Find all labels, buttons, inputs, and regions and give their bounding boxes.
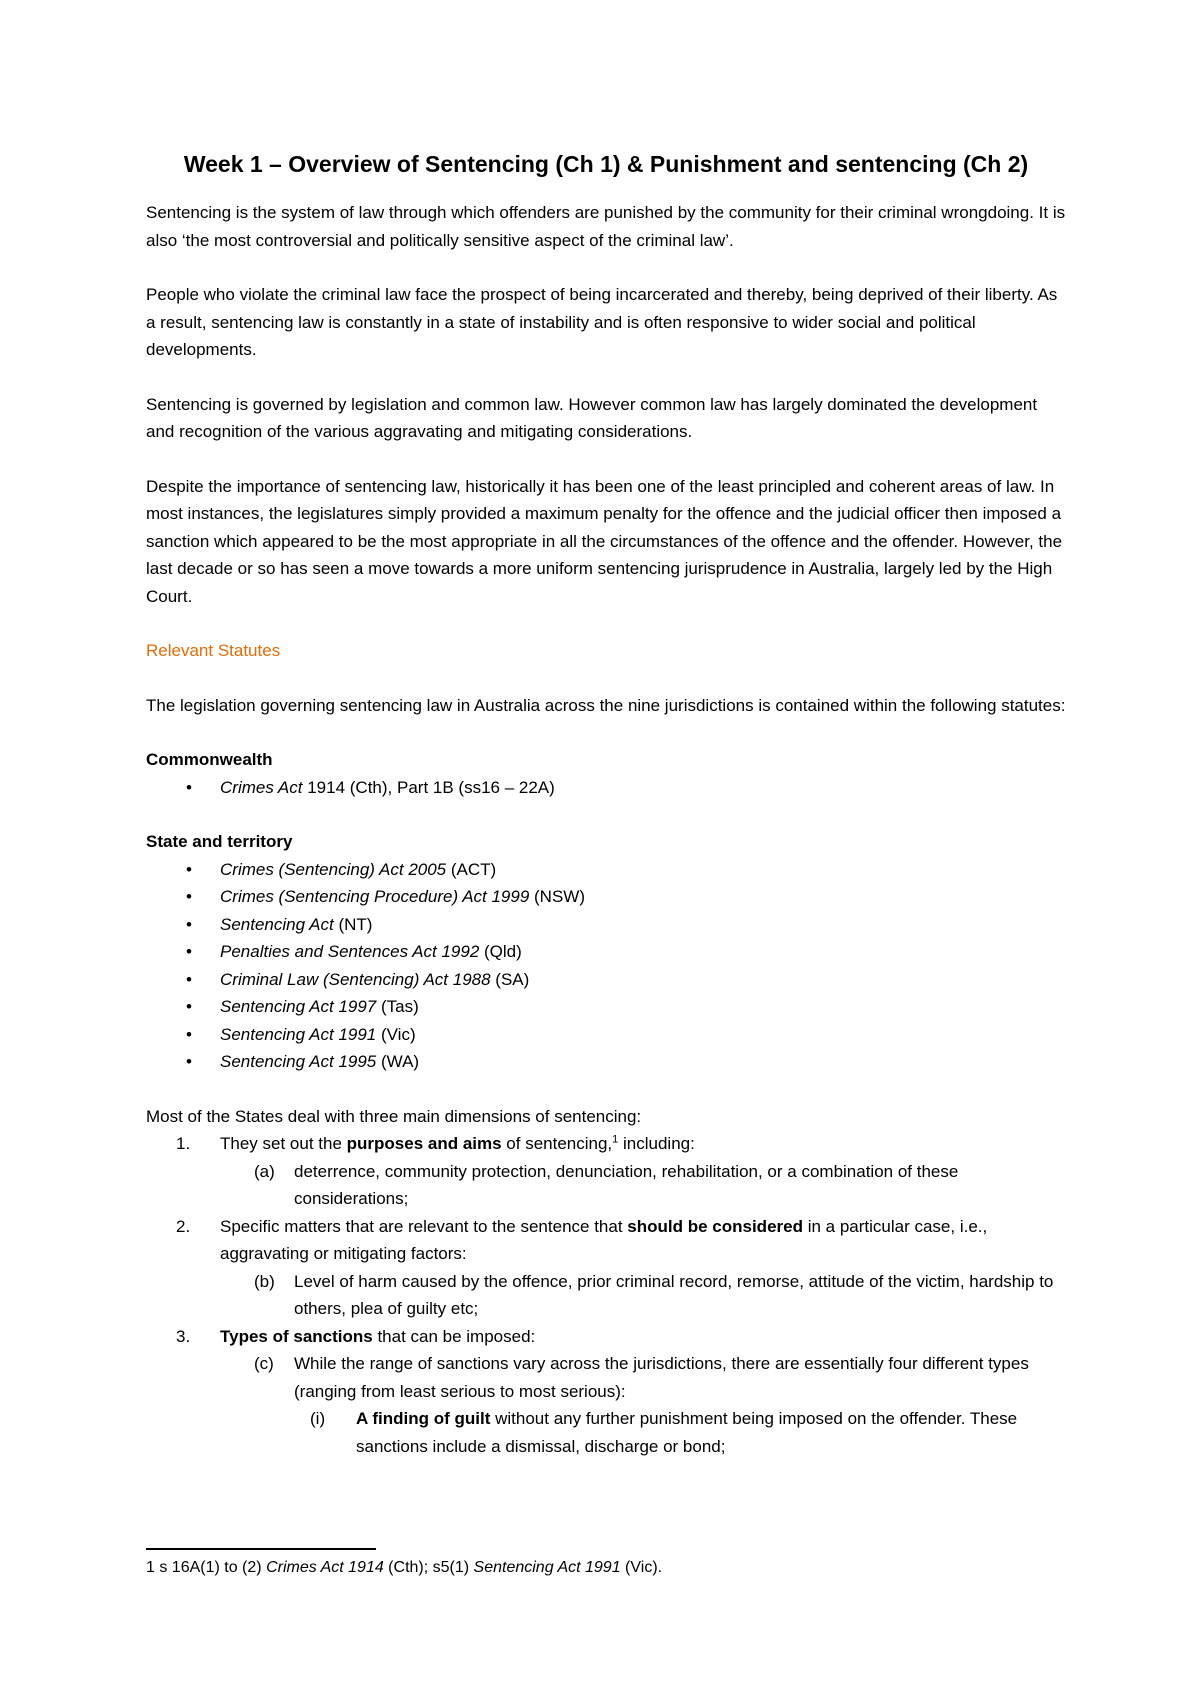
footnote-act: Crimes Act 1914 bbox=[266, 1559, 384, 1576]
statute-jurisdiction: (Vic) bbox=[376, 1024, 416, 1044]
document-body bbox=[146, 148, 1066, 1460]
statute-jurisdiction: (Qld) bbox=[479, 942, 522, 961]
statute-jurisdiction: (SA) bbox=[490, 969, 530, 989]
statute-title: Penalties and Sentences Act 1992 bbox=[220, 942, 480, 961]
bullet-icon: • bbox=[186, 914, 192, 934]
sub-item bbox=[146, 1158, 1066, 1213]
footnote-text: (Vic). bbox=[620, 1559, 663, 1576]
item-text: Specific matters that are relevant to the sentence that bbox=[220, 1216, 628, 1236]
bullet-icon: • bbox=[186, 777, 192, 797]
statute-item bbox=[146, 856, 1066, 884]
statute-jurisdiction: (Tas) bbox=[376, 997, 419, 1016]
footnote-text: (Cth); s5(1) bbox=[383, 1559, 474, 1576]
sub-item-text: deterrence, community protection, denunciation, rehabilitation, or a combination of these considerations; bbox=[294, 1161, 959, 1208]
footnote bbox=[146, 1556, 1066, 1580]
sub-marker: (c) bbox=[254, 1354, 274, 1373]
bullet-icon: • bbox=[186, 1024, 192, 1044]
statute-title: Criminal Law (Sentencing) Act 1988 bbox=[220, 969, 491, 989]
statute-jurisdiction: (NSW) bbox=[529, 887, 586, 906]
item-text: in a particular case, i.e., aggravating or mitigating factors: bbox=[220, 1216, 988, 1263]
paragraph-intro: Sentencing is the system of law through which offenders are punished by the community for their criminal wrongdoing. It is also ‘the most controversial and politically sensitive aspect of the criminal law’. bbox=[146, 203, 1066, 250]
statute-jurisdiction: (WA) bbox=[376, 1052, 420, 1071]
bullet-icon: • bbox=[186, 1052, 192, 1071]
footnote-separator bbox=[146, 1548, 376, 1550]
subheading-state-territory: State and territory bbox=[146, 832, 293, 851]
item-text: They set out the bbox=[220, 1134, 347, 1153]
list-number: 1. bbox=[176, 1134, 191, 1153]
page-title: Week 1 – Overview of Sentencing (Ch 1) & Punishment and sentencing (Ch 2) bbox=[183, 151, 1029, 177]
statute-item bbox=[146, 993, 1066, 1021]
dimension-item bbox=[146, 1213, 1066, 1268]
sub-item bbox=[146, 1268, 1066, 1323]
statute-item bbox=[146, 911, 1066, 939]
paragraph-legislation: The legislation governing sentencing law in Australia across the nine jurisdictions is contained within the following statutes: bbox=[146, 695, 1066, 715]
statute-title: Sentencing Act 1997 bbox=[220, 997, 377, 1016]
sub-marker: (b) bbox=[254, 1271, 275, 1291]
statute-item bbox=[146, 1048, 1066, 1076]
state-statute-list bbox=[146, 856, 1066, 1076]
statute-item bbox=[146, 938, 1066, 966]
list-number: 3. bbox=[176, 1326, 191, 1346]
footnote-text: s 16A(1) to (2) bbox=[154, 1559, 267, 1576]
paragraph-governance: Sentencing is governed by legislation and common law. However common law has largely dominated the development and recognition of the various aggravating and mitigating considerations. bbox=[146, 394, 1038, 441]
list-number: 2. bbox=[176, 1216, 191, 1236]
item-bold-text: Types of sanctions bbox=[220, 1326, 373, 1346]
dimensions-intro: Most of the States deal with three main dimensions of sentencing: bbox=[146, 1106, 642, 1126]
item-text: that can be imposed: bbox=[372, 1326, 536, 1346]
bullet-icon: • bbox=[186, 969, 192, 989]
dimension-item bbox=[146, 1323, 1066, 1351]
item-bold-text: purposes and aims bbox=[346, 1134, 502, 1153]
statute-title: Crimes (Sentencing Procedure) Act 1999 bbox=[220, 887, 530, 906]
sub-marker: (a) bbox=[254, 1161, 275, 1181]
statute-jurisdiction: (ACT) bbox=[446, 859, 497, 879]
bullet-icon: • bbox=[186, 887, 192, 906]
bullet-icon: • bbox=[186, 997, 192, 1016]
item-text: of sentencing, bbox=[501, 1134, 613, 1153]
item-text: including: bbox=[618, 1134, 695, 1153]
dimensions-list bbox=[146, 1130, 1066, 1460]
sub-item-text: While the range of sanctions vary across the jurisdictions, there are essentially four different types (ranging from least serious to most serious): bbox=[294, 1354, 1029, 1401]
item-bold-text: should be considered bbox=[627, 1216, 803, 1236]
statute-item bbox=[146, 966, 1066, 994]
section-heading-relevant-statutes: Relevant Statutes bbox=[146, 641, 281, 660]
bullet-icon: • bbox=[186, 942, 192, 961]
dimension-item bbox=[146, 1130, 1066, 1158]
footnote-number: 1 bbox=[146, 1559, 155, 1576]
paragraph-history: Despite the importance of sentencing law, historically it has been one of the least principled and coherent areas of law. In most instances, the legislatures simply provided a maximum penalty for the offence and the judicial officer then imposed a sanction which appeared to be the most appropriate in all the circumstances of the offence and the offender. However, the last decade or so has seen a move towards a more uniform sentencing jurisprudence in Australia, largely led by the High Court. bbox=[146, 476, 1063, 606]
statute-title: Sentencing Act 1991 bbox=[220, 1024, 377, 1044]
sub-sub-item bbox=[146, 1405, 1066, 1460]
sub-item bbox=[146, 1350, 1066, 1405]
statute-title: Crimes Act bbox=[220, 777, 303, 797]
sub-sub-marker: (i) bbox=[310, 1409, 326, 1428]
statute-title: Sentencing Act 1995 bbox=[220, 1052, 377, 1071]
statute-title: Crimes (Sentencing) Act 2005 bbox=[220, 859, 447, 879]
footnote-act: Sentencing Act 1991 bbox=[473, 1559, 621, 1576]
subheading-commonwealth: Commonwealth bbox=[146, 750, 273, 769]
statute-item bbox=[146, 883, 1066, 911]
footnote-reference[interactable]: 1 bbox=[612, 1133, 619, 1146]
statute-item bbox=[146, 1021, 1066, 1049]
statute-jurisdiction: (NT) bbox=[333, 914, 373, 934]
commonwealth-statute-list bbox=[146, 774, 1066, 802]
sub-sub-bold-text: A finding of guilt bbox=[356, 1409, 491, 1428]
sub-sub-text: without any further punishment being imposed on the offender. These sanctions include a dismissal, discharge or bond; bbox=[356, 1409, 1018, 1456]
bullet-icon: • bbox=[186, 859, 192, 879]
statute-jurisdiction: 1914 (Cth), Part 1B (ss16 – 22A) bbox=[302, 777, 555, 797]
paragraph-liberty: People who violate the criminal law face the prospect of being incarcerated and thereby, being deprived of their liberty. As a result, sentencing law is constantly in a state of instability and is often responsive to wider social and political developments. bbox=[146, 285, 1058, 359]
sub-item-text: Level of harm caused by the offence, prior criminal record, remorse, attitude of the victim, hardship to others, plea of guilty etc; bbox=[294, 1271, 1054, 1318]
statute-item bbox=[146, 774, 1066, 802]
statute-title: Sentencing Act bbox=[220, 914, 334, 934]
